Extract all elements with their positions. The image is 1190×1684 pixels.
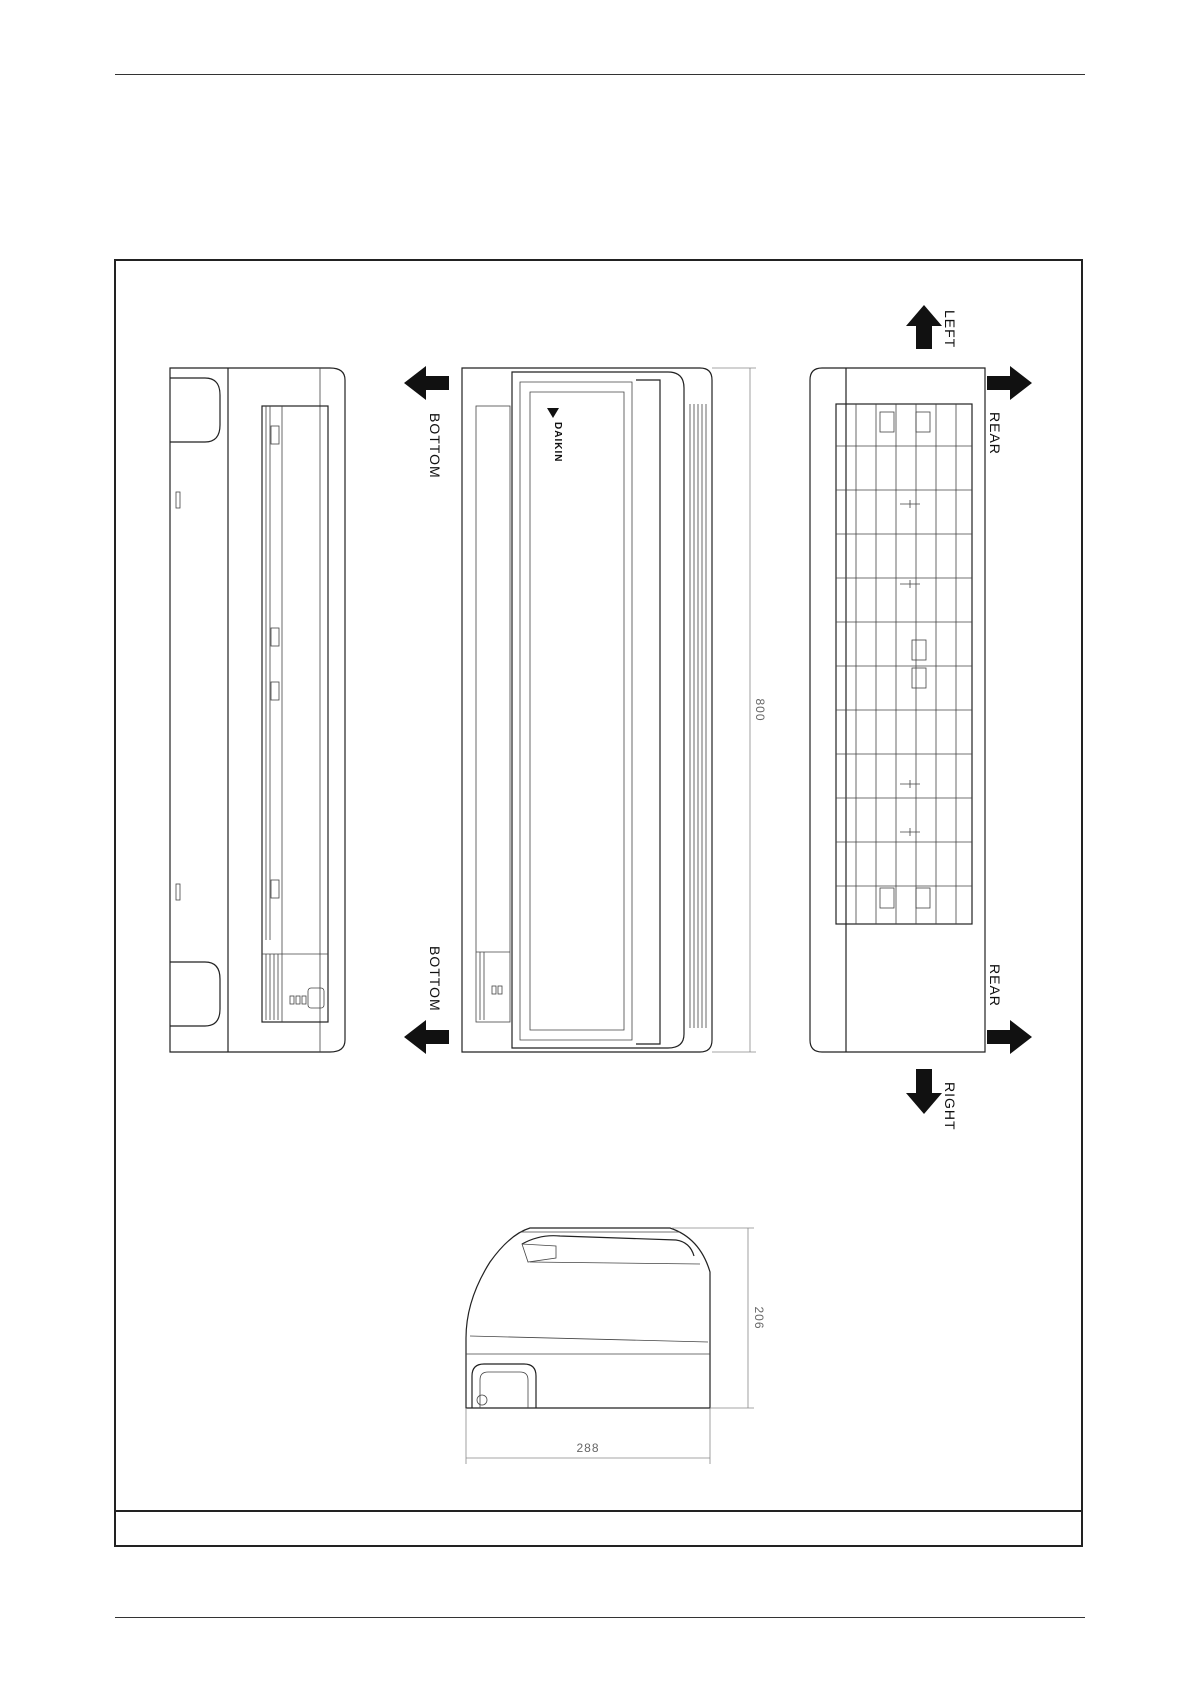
arrow-rear-top <box>987 366 1032 400</box>
rear-view <box>810 368 985 1052</box>
rear-direction-label-bottom: REAR <box>987 964 1003 1007</box>
arrow-left-up <box>906 305 942 349</box>
arrow-right-down <box>906 1069 942 1114</box>
daikin-logo-icon <box>547 408 559 418</box>
daikin-logo-text: DAIKIN <box>552 422 563 463</box>
dimension-depth-label: 288 <box>576 1441 600 1455</box>
left-direction-label: LEFT <box>942 310 958 349</box>
right-direction-label: RIGHT <box>942 1082 958 1131</box>
front-view <box>462 368 767 1052</box>
side-view-left <box>170 368 345 1052</box>
side-profile-view <box>466 1228 766 1464</box>
arrow-bottom-top <box>404 366 449 400</box>
arrow-rear-bottom <box>987 1020 1032 1054</box>
dimension-height-label: 206 <box>752 1306 766 1330</box>
rear-direction-label-top: REAR <box>987 412 1003 455</box>
arrow-bottom-bottom <box>404 1020 449 1054</box>
bottom-direction-label-bottom: BOTTOM <box>427 946 443 1012</box>
bottom-direction-label-top: BOTTOM <box>427 413 443 479</box>
dimension-length-label: 800 <box>753 698 767 722</box>
